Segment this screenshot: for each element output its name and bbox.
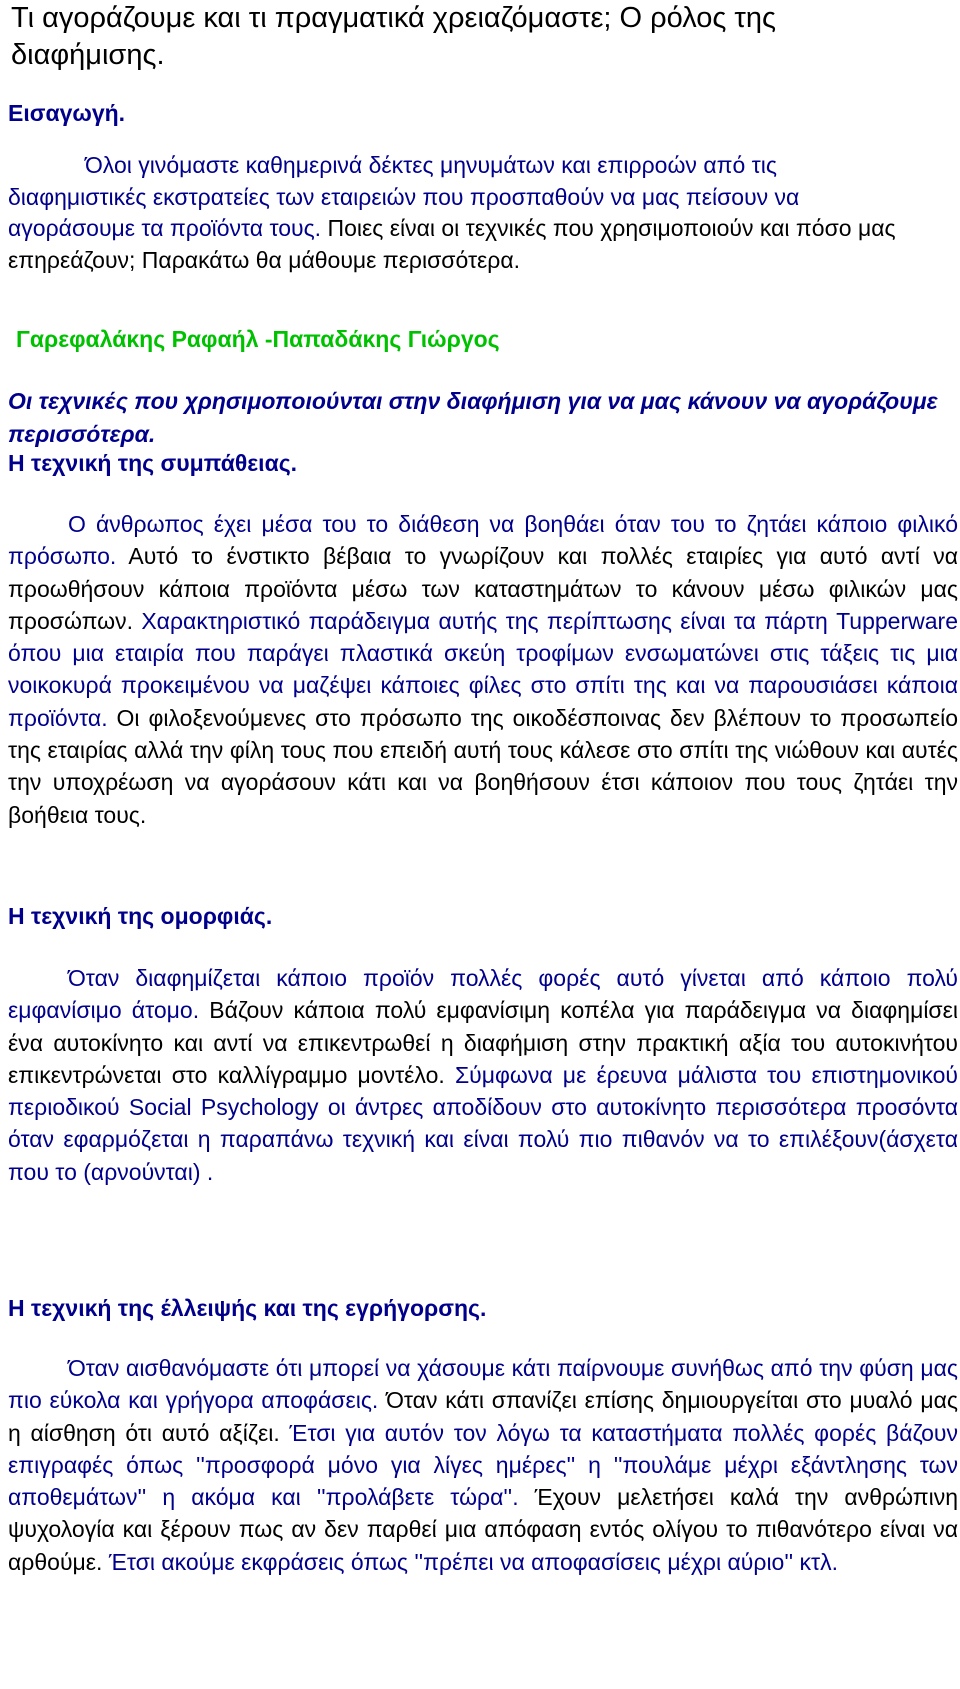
section-text-part: Έτσι ακούμε εκφράσεις όπως ''πρέπει να αποφασίσεις μέχρι αύριο'' κτλ. — [108, 1548, 838, 1575]
section-text-part: Ο άνθρωπος έχει μέσα του το διάθεση να βοηθάει όταν του το ζητάει κάποιο φιλικό πρόσωπο. — [8, 511, 958, 570]
intro-heading: Εισαγωγή. — [8, 100, 126, 126]
section-text-part: Όταν διαφημίζεται κάποιο προϊόν πολλές φορές αυτό γίνεται από κάποιο πολύ εμφανίσιμο άτομο. — [8, 965, 958, 1024]
authors-line: Γαρεφαλάκης Ραφαήλ -Παπαδάκης Γιώργος — [16, 326, 500, 352]
section-paragraph-beauty — [8, 962, 958, 1188]
section-heading-scarcity: Η τεχνική της έλλειψής και της εγρήγορσης. — [8, 1295, 487, 1321]
section-paragraph-sympathy — [8, 508, 958, 831]
section-text-part: Σύμφωνα με έρευνα μάλιστα του επιστημονικού περιοδικού Social Psychology οι άντρες αποδίδουν στο αυτοκίνητο περισσότερα προσόντα όταν εφαρμόζεται η παραπάνω τεχνική και είναι πολύ πιο πιθανόν να το επιλέξουν(άσχετα που το (αρνούνται) . — [8, 1061, 958, 1185]
section-text-part: Έτσι για αυτόν τον λόγω τα καταστήματα πολλές φορές βάζουν επιγραφές όπως ''προσφορά μόνο για λίγες ημέρες'' η ''πουλάμε μέχρι εξάντλησης των αποθεμάτων'' η ακόμα και ''προλάβετε τώρα''. — [8, 1419, 958, 1511]
section-heading-beauty: Η τεχνική της ομορφιάς. — [8, 903, 273, 929]
section-text-part: Οι φιλοξενούμενες στο πρόσωπο της οικοδέσποινας δεν βλέπουν το προσωπείο της εταιρίας αλλά την φίλη τους που επειδή αυτή τους κάλεσε στο σπίτι της νιώθουν και αυτές την υποχρέωση να αγοράσουν κάτι και να βοηθήσουν έτσι κάποιον που τους ζητάει την βοήθεια τους. — [8, 704, 958, 828]
intro-text-part-2: Ποιες είναι οι τεχνικές που χρησιμοποιούν και πόσο μας επηρεάζουν; Παρακάτω θα μάθουμε περισσότερα. — [8, 215, 896, 273]
section-text-part: Χαρακτηριστικό παράδειγμα αυτής της περίπτωσης είναι τα πάρτη Tupperware όπου μια εταιρία που παράγει πλαστικά σκεύη τροφίμων ενσωματώνει στις τάξεις τις μια νοικοκυρά προκειμένου να μαζέψει κάποιες φίλες στο σπίτι της και να παρουσιάσει κάποια προϊόντα. — [8, 607, 958, 731]
section-text-part: Όταν αισθανόμαστε ότι μπορεί να χάσουμε κάτι παίρνουμε συνήθως από την φύση μας πιο εύκολα και γρήγορα αποφάσεις. — [8, 1355, 958, 1414]
page-title: Τι αγοράζουμε και τι πραγματικά χρειαζόμαστε; Ο ρόλος της διαφήμισης. — [11, 2, 776, 71]
subtitle: Οι τεχνικές που χρησιμοποιούνται στην διαφήμιση για να μας κάνουν να αγοράζουμε περισσότερα. — [8, 388, 938, 447]
intro-paragraph — [8, 150, 918, 276]
section-text-part: Έχουν μελετήσει καλά την ανθρώπινη ψυχολογία και ξέρουν πως αν δεν παρθεί μια απόφαση εντός ολίγου το πιθανότερο είναι να αρθούμε. — [8, 1484, 959, 1575]
section-paragraph-scarcity — [8, 1352, 958, 1578]
section-text-part: Όταν κάτι σπανίζει επίσης δημιουργείται στο μυαλό μας η αίσθηση ότι αυτό αξίζει. — [8, 1387, 958, 1446]
section-text-part: Βάζουν κάποια πολύ εμφανίσιμη κοπέλα για παράδειγμα να διαφημίσει ένα αυτοκίνητο και αντί να επικεντρωθεί η διαφήμιση στην πρακτική αξία του αυτοκινήτου επικεντρώνεται στο καλλίγραμμο μοντέλο. — [8, 997, 958, 1088]
section-heading-sympathy: Η τεχνική της συμπάθειας. — [8, 450, 298, 476]
section-text-part: Αυτό το ένστικτο βέβαια το γνωρίζουν και πολλές εταιρίες για αυτό αντί να προωθήσουν κάποια προϊόντα μέσω των καταστημάτων το κάνουν μέσω φιλικών μας προσώπων. — [8, 543, 959, 634]
intro-text-part-1: Όλοι γινόμαστε καθημερινά δέκτες μηνυμάτων και επιρροών από τις διαφημιστικές εκστρατείες των εταιρειών που προσπαθούν να μας πείσουν να αγοράσουμε τα προϊόντα τους. — [8, 152, 800, 241]
